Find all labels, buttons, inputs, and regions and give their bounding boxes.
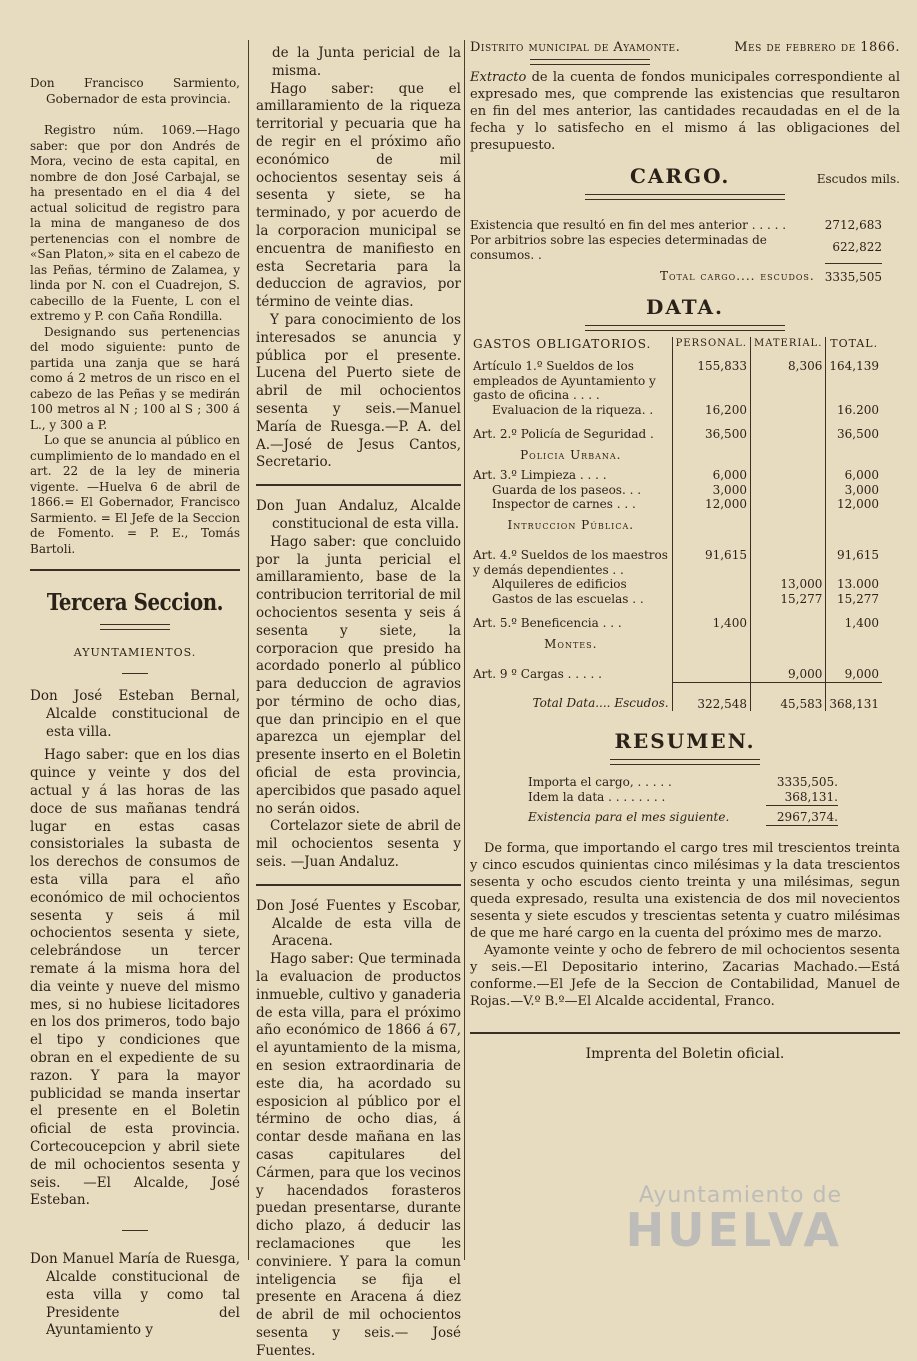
data-total-row — [470, 682, 882, 711]
resumen-value: 368,131. — [766, 790, 838, 806]
data-cell-material — [750, 403, 825, 418]
watermark-logo — [625, 1183, 842, 1257]
data-cell-personal: 12,000 — [672, 497, 750, 512]
data-cell-material — [750, 512, 825, 539]
resumen-label: Idem la data . . . . . . . . — [528, 790, 666, 805]
cargo-title: CARGO. — [630, 164, 731, 188]
section-divider — [30, 569, 240, 571]
data-cell-personal: 91,615 — [672, 538, 750, 577]
data-cell-material — [750, 483, 825, 498]
data-row — [470, 631, 882, 658]
data-cell-total — [826, 512, 882, 539]
data-table — [470, 337, 882, 712]
notice-ruesga-cont: de la Junta pericial de la misma. — [272, 45, 461, 79]
data-cell-personal: 155,833 — [672, 359, 750, 403]
notice-ruesga-sign: Y para conocimiento de los interesados se anuncia y pública por el presente. Lucena del Puerto siete de abril de mil ochocientos sesenta y seis.—Manuel María de Ruesga.—P. A. del A.—José de Jesus Cantos, Secretario. — [256, 311, 461, 471]
imprenta: Imprenta del Boletin oficial. — [585, 1046, 785, 1062]
data-cell-label: Policia Urbana. — [520, 447, 622, 462]
data-title: DATA. — [645, 294, 725, 319]
data-cell-material: 8,306 — [750, 359, 825, 403]
data-cell-personal — [672, 631, 750, 658]
notice-bernal-body: Hago saber: que en los dias quince y veinte y dos del actual y á las horas de las doce de sus mañanas tendrá lugar en estas casas consistoriales la subasta de los derechos de consumos de esta villa para el año económico de mil ochocientos sesenta y seis á mil ochocientos sesenta y siete, celebrándose un tercer remate á la misma hora del dia veinte y nueve del mismo mes, si no hubiese licitadores en los dos primeros, todo bajo el tipo y condiciones que obran en el expediente de su razon. Y para la mayor publicidad se manda insertar el presente en el Boletin oficial de esta provincia. Cortecoucepcion y abril siete de mil ochocientos sesenta y seis. —El Alcalde, José Esteban. — [30, 747, 240, 1209]
data-cell-total: 12,000 — [826, 497, 882, 512]
cargo-units: Escudos mils. — [816, 172, 900, 186]
ornament — [100, 624, 170, 630]
cargo-ornament — [585, 194, 785, 200]
data-row — [470, 417, 882, 442]
cargo-row-label: Por arbitrios sobre las especies determinadas de consumos. . — [470, 233, 767, 262]
data-total-material: 45,583 — [750, 682, 825, 711]
column-rule-1 — [248, 40, 249, 1260]
cargo-total-value: 3335,505 — [825, 263, 882, 285]
notice-bernal-header: Don José Esteban Bernal, Alcalde constitucional de esta villa. — [30, 688, 240, 740]
data-total-personal: 322,548 — [672, 682, 750, 711]
data-ornament — [585, 325, 785, 331]
data-cell-total — [826, 442, 882, 469]
data-cell-label: Art. 4.º Sueldos de los maestros y demás dependientes . . — [473, 548, 668, 577]
notice-andaluz-header: Don Juan Andaluz, Alcalde constitucional de esta villa. — [256, 498, 461, 532]
cargo-total-row — [470, 263, 882, 285]
closing-paragraph: De forma, que importando el cargo tres mil trescientos treinta y cinco escudos quinientas cinco milésimas y la data trescientos sesenta y ocho escudos ciento treinta y una milésimas, segun queda expresado, resulta una existencia de dos mil novecientos sesenta y siete escudos y trescientas setenta y cuatro milésimas de que me haré cargo en la cuenta del próximo mes de marzo. — [470, 841, 900, 941]
data-row — [470, 657, 882, 682]
data-cell-label: Alquileres de edificios — [492, 577, 627, 591]
watermark-line1: Ayuntamiento de — [638, 1183, 842, 1208]
data-cell-label: Gastos de las escuelas . . — [492, 591, 644, 606]
data-cell-material — [750, 442, 825, 469]
district-label: Distrito municipal de Ayamonte. — [470, 40, 681, 55]
data-cell-total — [826, 631, 882, 658]
resumen-total-label: Existencia para el mes siguiente. — [528, 810, 730, 824]
data-row — [470, 403, 882, 418]
data-cell-personal — [672, 657, 750, 682]
th-gastos: GASTOS OBLIGATORIOS. — [473, 336, 652, 351]
data-cell-material: 13,000 — [750, 577, 825, 592]
data-row — [470, 606, 882, 631]
data-cell-label: Artículo 1.º Sueldos de los empleados de Ayuntamiento y gasto de oficina . . . . — [473, 359, 656, 402]
data-cell-material — [750, 417, 825, 442]
data-rows — [470, 359, 882, 682]
resumen-table — [528, 775, 838, 826]
notice-ruesga-header: Don Manuel María de Ruesga, Alcalde constitucional de esta villa y como tal Presidente del Ayuntamiento y — [30, 1251, 240, 1339]
notice-fuentes-body: Hago saber: Que terminada la evaluacion de productos inmueble, cultivo y ganaderia de esta villa, para el próximo año económico de 1866 á 67, el ayuntamiento de la misma, en sesion extraordinaria de este dia, ha acordado su esposicion al público por el término de ocho dias, á contar desde mañana en las casas capitulares del Cármen, para que los vecinos y hacendados forasteros puedan presentarse, durante dicho plazo, á deducir las reclamaciones que les conviniere. Y para la comun inteligencia se fija el presente en Aracena á diez de abril de mil ochocientos sesenta y seis.— José Fuentes. — [256, 951, 461, 1359]
cargo-heading — [470, 164, 900, 188]
divider-3 — [256, 884, 461, 886]
data-cell-personal: 3,000 — [672, 483, 750, 498]
data-row — [470, 592, 882, 607]
resumen-total-row — [528, 806, 838, 826]
cargo-row-value: 2712,683 — [824, 218, 882, 232]
header-ornament — [530, 59, 650, 65]
data-cell-total: 1,400 — [826, 606, 882, 631]
data-cell-material — [750, 631, 825, 658]
data-cell-label: Intruccion Pública. — [507, 517, 635, 532]
notice-designando: Designando sus pertenencias del modo siguiente: punto de partida una zanja que se hará como á 2 metros de un risco en el cabezo de las Peñas y se medirán 100 metros al N ; 100 al S ; 300 á L., y 300 a P. — [30, 324, 240, 432]
section-title: Tercera Seccion. — [46, 589, 224, 616]
data-cell-personal: 36,500 — [672, 417, 750, 442]
data-cell-label: Guarda de los paseos. . . — [492, 482, 642, 497]
data-row — [470, 468, 882, 483]
extracto-text: de la cuenta de fondos municipales correspondiente al expresado mes, que comprende las existencias que resultaron en fin del mes anterior, las cantidades recaudadas en el de la fecha y lo satisfecho en el mismo á las obligaciones del presupuesto. — [470, 70, 900, 153]
data-cell-total: 15,277 — [826, 592, 882, 607]
resumen-value: 3335,505. — [776, 775, 838, 789]
th-material: MATERIAL. — [750, 337, 825, 360]
data-cell-total: 3,000 — [826, 483, 882, 498]
subsection-title: AYUNTAMIENTOS. — [73, 646, 197, 659]
cargo-row-label: Existencia que resultó en fin del mes anterior . . . . . — [470, 218, 787, 232]
resumen-label: Importa el cargo, . . . . . — [528, 775, 672, 789]
extracto-intro — [470, 69, 900, 154]
data-cell-personal: 16,200 — [672, 403, 750, 418]
column-1 — [30, 40, 240, 1340]
data-cell-label: Art. 2.º Policía de Seguridad . — [473, 427, 654, 441]
data-row — [470, 442, 882, 469]
cargo-table — [470, 218, 882, 285]
short-dash-2 — [122, 1230, 148, 1231]
data-cell-personal — [672, 592, 750, 607]
data-cell-material — [750, 606, 825, 631]
data-row — [470, 483, 882, 498]
data-cell-total: 91,615 — [826, 538, 882, 577]
data-cell-personal — [672, 512, 750, 539]
data-cell-total: 36,500 — [826, 417, 882, 442]
short-dash — [122, 673, 148, 674]
column-2 — [256, 45, 461, 1361]
extracto-word: Extracto — [470, 70, 527, 85]
data-cell-label: Art. 5.º Beneficencia . . . — [473, 616, 622, 630]
resumen-title: RESUMEN. — [614, 729, 756, 753]
data-cell-label: Art. 3.º Limpieza . . . . — [473, 468, 607, 482]
data-row — [470, 512, 882, 539]
data-total-label: Total Data.... Escudos. — [532, 696, 669, 710]
data-cell-label: Inspector de carnes . . . — [492, 497, 636, 511]
account-header — [470, 40, 900, 55]
data-cell-label: Evaluacion de la riqueza. . — [492, 402, 654, 417]
data-cell-material — [750, 538, 825, 577]
data-cell-label: Montes. — [544, 636, 598, 651]
notice-andaluz-body: Hago saber: que concluido por la junta pericial el amillaramiento, base de la contribucion territorial de mil ochocientos sesenta y seis á sesenta y siete, la corporacion que presido ha acordado ponerlo al público para deduccion de agravios por término de ocho dias, que dan principio en el que aparezca un ejemplar del presente inserto en el Boletin oficial de esta provincia, apercibidos que pasado aquel no serán oidos. — [256, 533, 461, 817]
th-personal: PERSONAL. — [672, 337, 750, 360]
notice-andaluz-sign: Cortelazor siete de abril de mil ochocientos sesenta y seis. —Juan Andaluz. — [256, 818, 461, 871]
data-cell-personal — [672, 577, 750, 592]
resumen-ornament — [610, 759, 760, 765]
data-cell-personal: 6,000 — [672, 468, 750, 483]
resumen-row — [528, 775, 838, 790]
data-cell-personal — [672, 442, 750, 469]
data-cell-label: Art. 9 º Cargas . . . . . — [473, 667, 602, 681]
cargo-total-label: Total cargo.... escudos. — [659, 269, 815, 284]
closing-rule — [470, 1032, 900, 1034]
notice-ruesga-body: Hago saber: que el amillaramiento de la riqueza territorial y pecuaria que ha de regir en el próximo año económico de mil ochocientos sesentay seis á sesenta y siete, se ha terminado, y por acuerdo de la corporacion municipal se encuentra de manifiesto en esta Secretaria para la deduccion de agravios, por término de veinte dias. — [256, 80, 461, 311]
data-cell-material — [750, 497, 825, 512]
watermark-line2: HUELVA — [625, 1203, 842, 1257]
cargo-row-value: 622,822 — [832, 240, 882, 255]
data-row — [470, 497, 882, 512]
data-row — [470, 577, 882, 592]
cargo-row — [470, 233, 882, 263]
column-3 — [470, 40, 900, 1062]
data-cell-total: 6,000 — [826, 468, 882, 483]
cargo-row — [470, 218, 882, 233]
resumen-row — [528, 790, 838, 806]
data-cell-material: 9,000 — [750, 657, 825, 682]
closing-signatures: Ayamonte veinte y ocho de febrero de mil ochocientos sesenta y seis.—El Depositario interino, Zacarias Machado.—Está conforme.—El Jefe de la Seccion de Contabilidad, Manuel de Rojas.—V.º B.º—El Alcalde accidental, Franco. — [470, 943, 900, 1009]
data-total-total: 368,131 — [826, 682, 882, 711]
data-cell-total: 164,139 — [826, 359, 882, 403]
data-cell-personal: 1,400 — [672, 606, 750, 631]
month-label: Mes de febrero de 1866. — [734, 40, 900, 55]
resumen-total-value: 2967,374. — [766, 806, 838, 826]
notice-governor-header: Don Francisco Sarmiento, Gobernador de esta provincia. — [30, 76, 240, 106]
data-header-row — [470, 337, 882, 360]
th-total: TOTAL. — [826, 337, 882, 360]
column-rule-2 — [464, 40, 465, 1260]
notice-registro: Registro núm. 1069.—Hago saber: que por don Andrés de Mora, vecino de esta capital, en nombre de don José Carbajal, se ha presentado en el dia 4 del actual solicitud de registro para la mina de manganeso de dos pertenencias con el nombre de «San Platon,» sita en el cabezo de las Peñas, término de Zalamea, y linda por N. con el Cuadrejon, S. cabecillo de la Fuente, L con el extremo y P. con Caña Rondilla. — [30, 123, 240, 323]
data-cell-material — [750, 468, 825, 483]
divider-2 — [256, 484, 461, 486]
data-cell-total: 13.000 — [826, 577, 882, 592]
notice-fuentes-header: Don José Fuentes y Escobar, Alcalde de esta villa de Aracena. — [256, 897, 461, 950]
data-cell-total: 16.200 — [826, 403, 882, 418]
notice-anuncio: Lo que se anuncia al público en cumplimiento de lo mandado en el art. 22 de la ley de mineria vigente. —Huelva 6 de abril de 1866.= El Gobernador, Francisco Sarmiento. = El Jefe de la Seccion de Fomento. = P. E., Tomás Bartoli. — [30, 433, 240, 556]
data-row — [470, 359, 882, 403]
data-row — [470, 538, 882, 577]
data-cell-total: 9,000 — [826, 657, 882, 682]
data-cell-material: 15,277 — [750, 592, 825, 607]
